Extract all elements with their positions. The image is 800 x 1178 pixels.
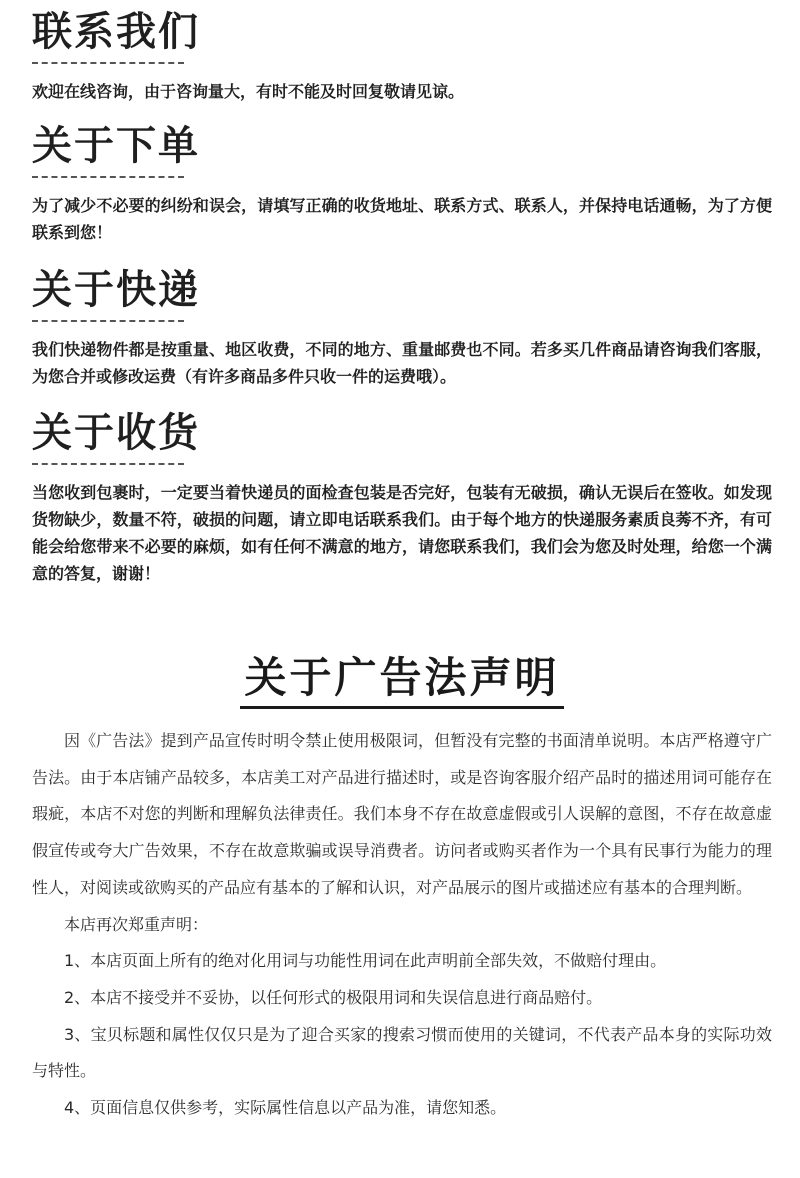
- section-body: 当您收到包裹时，一定要当着快递员的面检查包装是否完好，包装有无破损，确认无误后在签收。如发现货物缺少，数量不符，破损的问题，请立即电话联系我们。由于每个地方的快递服务素质良莠不齐，有可能会给您带来不必要的麻烦，如有任何不满意的地方，请您联系我们，我们会为您及时处理，给您一个满意的答复，谢谢！: [32, 483, 772, 583]
- ad-paragraph: 3、宝贝标题和属性仅仅只是为了迎合买家的搜索习惯而使用的关键词，不代表产品本身的实际功效与特性。: [32, 1024, 772, 1081]
- dashed-divider: [32, 463, 184, 465]
- section-receiving: [32, 409, 772, 587]
- ad-paragraph: 4、页面信息仅供参考，实际属性信息以产品为准，请您知悉。: [64, 1098, 507, 1118]
- ad-law-statement: [32, 652, 772, 1127]
- section-title: 关于收货: [32, 410, 200, 456]
- section-ordering: [32, 122, 772, 246]
- section-body: 欢迎在线咨询，由于咨询量大，有时不能及时回复敬请见谅。: [32, 82, 465, 101]
- section-contact: [32, 8, 772, 105]
- section-title: 关于下单: [32, 123, 200, 169]
- section-title: 联系我们: [32, 9, 200, 55]
- ad-statement-body: [32, 723, 772, 1127]
- section-body: 我们快递物件都是按重量、地区收费，不同的地方、重量邮费也不同。若多买几件商品请咨询我们客服，为您合并或修改运费（有许多商品多件只收一件的运费哦）。: [32, 340, 772, 386]
- dashed-divider: [32, 320, 184, 322]
- dashed-divider: [32, 62, 184, 64]
- ad-statement-title-text: 关于广告法声明: [240, 652, 563, 709]
- ad-paragraph: 因《广告法》提到产品宣传时明令禁止使用极限词，但暂没有完整的书面清单说明。本店严格遵守广告法。由于本店铺产品较多，本店美工对产品进行描述时，或是咨询客服介绍产品时的描述用词可能存在瑕疵，本店不对您的判断和理解负法律责任。我们本身不存在故意虚假或引人误解的意图，不存在故意虚假宣传或夸大广告效果，不存在故意欺骗或误导消费者。访问者或购买者作为一个具有民事行为能力的理性人，对阅读或欲购买的产品应有基本的了解和认识，对产品展示的图片或描述应有基本的合理判断。: [32, 731, 772, 897]
- section-body: 为了减少不必要的纠纷和误会，请填写正确的收货地址、联系方式、联系人，并保持电话通畅，为了方便联系到您！: [32, 196, 772, 242]
- ad-statement-title: [32, 652, 772, 709]
- section-shipping: [32, 266, 772, 390]
- ad-paragraph: 本店再次郑重声明：: [64, 914, 209, 934]
- ad-paragraph: 2、本店不接受并不妥协，以任何形式的极限用词和失误信息进行商品赔付。: [64, 987, 603, 1007]
- ad-paragraph: 1、本店页面上所有的绝对化用词与功能性用词在此声明前全部失效，不做赔付理由。: [64, 951, 667, 971]
- section-title: 关于快递: [32, 267, 200, 313]
- dashed-divider: [32, 176, 184, 178]
